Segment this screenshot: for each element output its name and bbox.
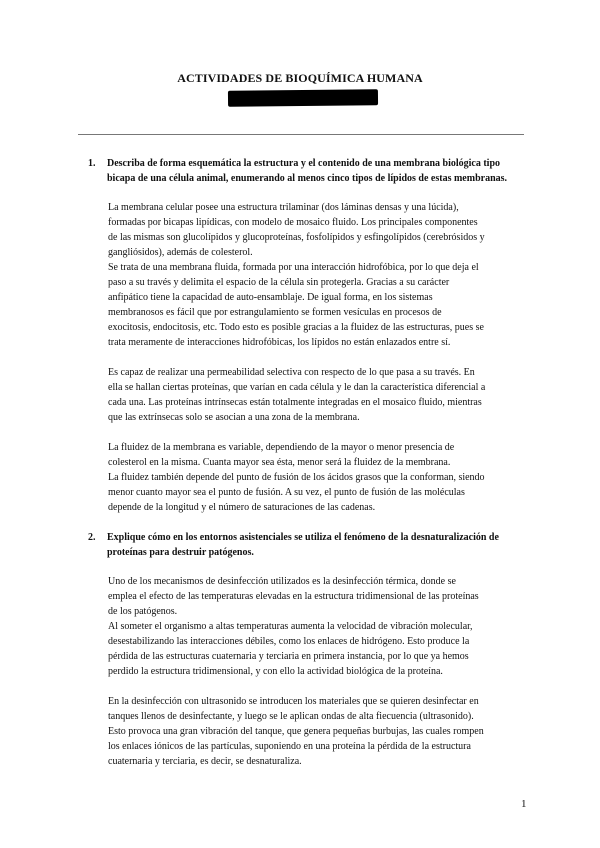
- text-line: cuaternaria y terciaria, es decir, se desnaturaliza.: [108, 756, 302, 767]
- question-2-heading: [88, 530, 526, 560]
- question-number: 2.: [88, 532, 96, 543]
- text-line: Al someter el organismo a altas temperaturas aumenta la velocidad de vibración molecular,: [108, 621, 473, 632]
- text-line: emplea el efecto de las temperaturas elevadas en la estructura tridimensional de las proteínas: [108, 591, 479, 602]
- text-line: membranosos es fácil que por estrangulamiento se formen vesículas en procesos de: [108, 307, 442, 318]
- answer-paragraph: [108, 574, 526, 679]
- text-line: Es capaz de realizar una permeabilidad selectiva con respecto de lo que pasa a su través. En: [108, 367, 475, 378]
- answer-paragraph: [108, 365, 526, 425]
- text-line: depende de la longitud y el número de saturaciones de las cadenas.: [108, 502, 376, 513]
- text-line: pérdida de las estructuras cuaternaria y terciaria en primera instancia, por lo que ya hemos: [108, 651, 469, 662]
- text-line: Se trata de una membrana fluida, formada por una interacción hidrofóbica, por lo que deja el: [108, 262, 479, 273]
- header-divider: [78, 134, 524, 135]
- text-line: los enlaces iónicos de las partículas, suponiendo en una proteína la pérdida de la estructura: [108, 741, 471, 752]
- text-line: colesterol en la misma. Cuanta mayor sea ésta, menor será la fluidez de la membrana.: [108, 457, 451, 468]
- text-line: que las extrínsecas solo se asocian a una zona de la membrana.: [108, 412, 360, 423]
- text-line: cada una. Las proteínas intrínsecas están totalmente integradas en el mosaico fluido, mientras: [108, 397, 482, 408]
- document-body: [88, 156, 526, 784]
- document-title: ACTIVIDADES DE BIOQUÍMICA HUMANA: [177, 71, 423, 85]
- text-line: paso a su través y delimita el espacio de la célula sin protegerla. Gracias a su carácter: [108, 277, 450, 288]
- text-line: La fluidez de la membrana es variable, dependiendo de la mayor o menor presencia de: [108, 442, 455, 453]
- question-1-heading: [88, 156, 526, 186]
- answer-paragraph: [108, 694, 526, 769]
- text-line: de los patógenos.: [108, 606, 178, 617]
- text-line: gangliósidos), además de colesterol.: [108, 247, 253, 258]
- page-number: 1: [521, 798, 527, 810]
- text-line: anfipático tiene la capacidad de auto-ensamblaje. De igual forma, en los sistemas: [108, 292, 433, 303]
- text-line: exocitosis, endocitosis, etc. Todo esto es posible gracias a la fluidez de las estructuras, pues se: [108, 322, 484, 333]
- text-line: de las mismas son glucolípidos y glucoproteínas, fosfolípidos y esfingolípidos (cerebrósidos y: [108, 232, 485, 243]
- question-text: Explique cómo en los entornos asistenciales se utiliza el fenómeno de la desnaturalización de proteínas para destruir patógenos.: [107, 532, 499, 558]
- answer-paragraph: [108, 440, 526, 515]
- text-line: La fluidez también depende del punto de fusión de los ácidos grasos que la conforman, siendo: [108, 472, 485, 483]
- text-line: perdido la estructura tridimensional, y con ello la actividad biológica de la proteína.: [108, 666, 443, 677]
- answer-paragraph: [108, 200, 526, 350]
- text-line: desestabilizando las interacciones débiles, como los enlaces de hidrógeno. Esto produce la: [108, 636, 470, 647]
- text-line: Esto provoca una gran vibración del tanque, que genera pequeñas burbujas, las cuales rompen: [108, 726, 484, 737]
- text-line: menor cuanto mayor sea el punto de fusión. A su vez, el punto de fusión de las moléculas: [108, 487, 465, 498]
- text-line: tanques llenos de desinfectante, y luego se le aplican ondas de alta fiecuencia (ultrasonido).: [108, 711, 474, 722]
- text-line: La membrana celular posee una estructura trilaminar (dos láminas densas y una lúcida),: [108, 202, 459, 213]
- redacted-name-block: [228, 89, 378, 107]
- question-number: 1.: [88, 158, 96, 169]
- text-line: En la desinfección con ultrasonido se introducen los materiales que se quieren desinfectar en: [108, 696, 479, 707]
- text-line: trata meramente de interacciones hidrofóbicas, los lípidos no están enlazados entre sí.: [108, 337, 451, 348]
- text-line: Uno de los mecanismos de desinfección utilizados es la desinfección térmica, donde se: [108, 576, 456, 587]
- text-line: ella se hallan ciertas proteínas, que varían en cada célula y le dan la característica diferencial a: [108, 382, 486, 393]
- text-line: formadas por bicapas lipídicas, con modelo de mosaico fluido. Los principales componentes: [108, 217, 478, 228]
- question-text: Describa de forma esquemática la estructura y el contenido de una membrana biológica tipo bicapa de una célula animal, enumerando al menos cinco tipos de lípidos de estas membranas.: [107, 158, 508, 184]
